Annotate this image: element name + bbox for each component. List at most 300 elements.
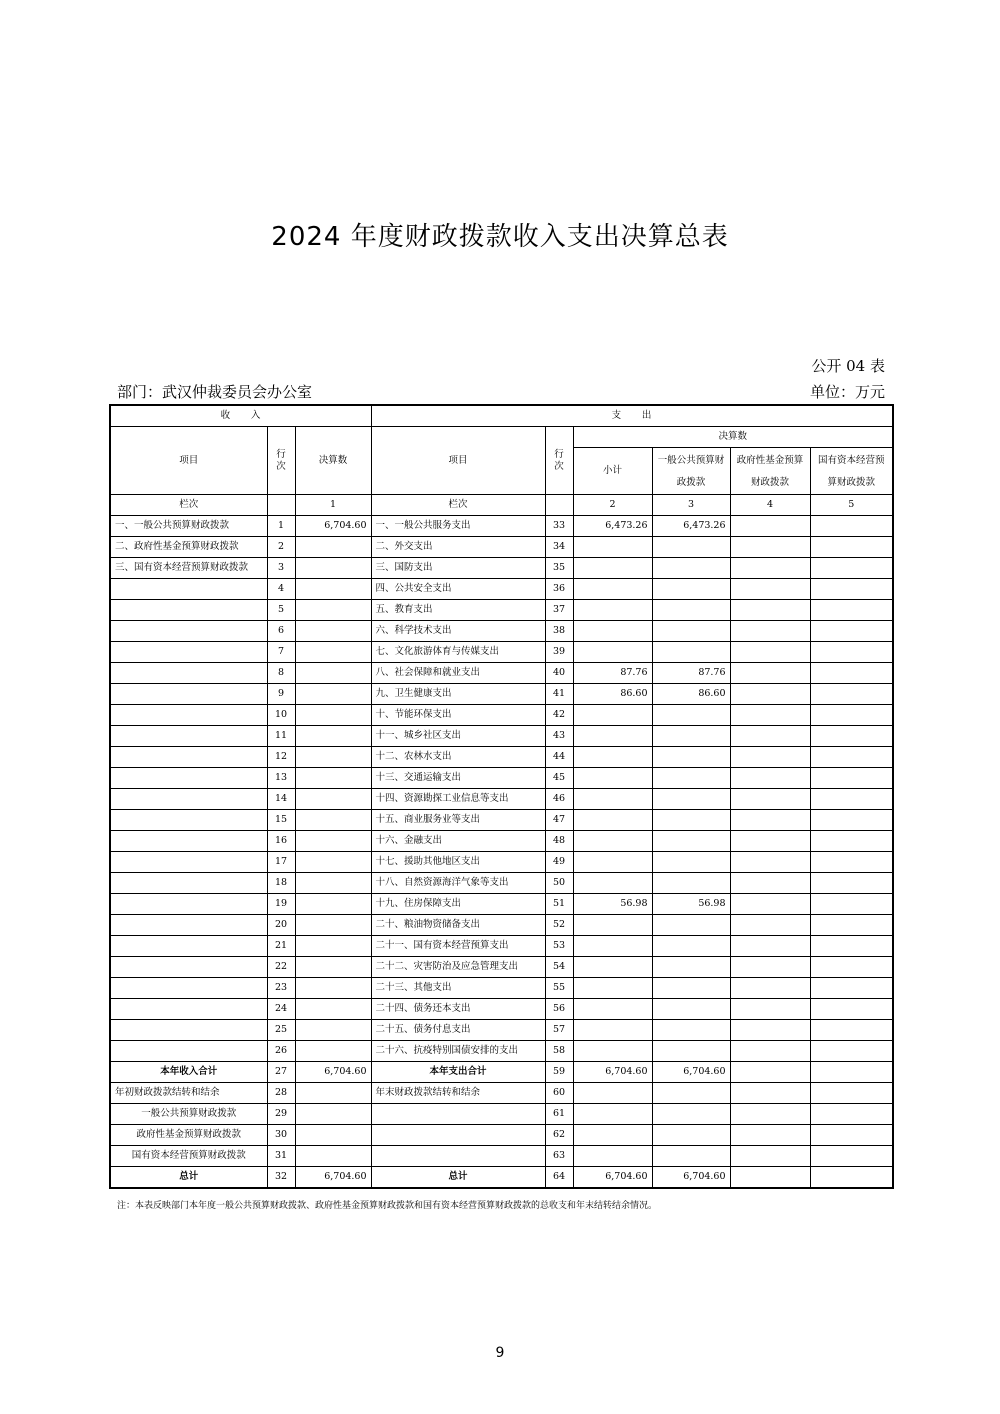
income-line-no: 18 — [267, 873, 295, 894]
income-amount — [295, 999, 371, 1020]
expense-line-no: 40 — [545, 663, 573, 684]
general-budget-amount — [652, 936, 730, 957]
income-amount — [295, 579, 371, 600]
general-budget-amount — [652, 726, 730, 747]
general-budget-amount — [652, 915, 730, 936]
expense-item-cell: 八、社会保障和就业支出 — [371, 663, 545, 684]
subtotal-amount — [573, 726, 652, 747]
state-capital-header-text: 国有资本经营预算财政拨款 — [818, 455, 885, 488]
state-capital-amount — [810, 663, 893, 684]
expense-item-cell — [371, 1104, 545, 1125]
income-item-cell — [110, 663, 267, 684]
table-row — [110, 663, 893, 684]
income-item-cell: 一般公共预算财政拨款 — [110, 1104, 267, 1125]
income-line-no: 14 — [267, 789, 295, 810]
expense-line-no: 46 — [545, 789, 573, 810]
gov-fund-amount — [730, 600, 810, 621]
general-budget-amount: 6,704.60 — [652, 1062, 730, 1083]
state-capital-amount — [810, 978, 893, 999]
subtotal-amount — [573, 705, 652, 726]
income-item-cell — [110, 1020, 267, 1041]
expense-line-no: 33 — [545, 516, 573, 537]
income-item-cell — [110, 915, 267, 936]
gov-fund-amount — [730, 1041, 810, 1062]
form-code: 公开 04 表 — [811, 357, 885, 375]
income-amount — [295, 726, 371, 747]
state-capital-amount — [810, 621, 893, 642]
general-budget-amount — [652, 978, 730, 999]
expense-header: 支 出 — [371, 405, 893, 427]
page-number: 9 — [495, 1345, 505, 1361]
income-amount — [295, 894, 371, 915]
income-item-cell — [110, 684, 267, 705]
expense-item-cell: 二十三、其他支出 — [371, 978, 545, 999]
state-capital-amount — [810, 789, 893, 810]
subtotal-amount — [573, 579, 652, 600]
subtotal-amount — [573, 999, 652, 1020]
expense-line-no: 48 — [545, 831, 573, 852]
table-row — [110, 600, 893, 621]
column-header-row-1 — [110, 427, 893, 448]
state-capital-amount — [810, 1125, 893, 1146]
subtotal-amount — [573, 642, 652, 663]
income-item-cell: 国有资本经营预算财政拨款 — [110, 1146, 267, 1167]
state-capital-amount — [810, 831, 893, 852]
income-item-cell — [110, 1041, 267, 1062]
income-amount — [295, 537, 371, 558]
expense-line-no: 60 — [545, 1083, 573, 1104]
income-amount — [295, 957, 371, 978]
subtotal-amount: 6,704.60 — [573, 1167, 652, 1189]
general-budget-amount — [652, 1041, 730, 1062]
general-budget-amount — [652, 642, 730, 663]
income-amount — [295, 831, 371, 852]
gov-fund-header-text: 政府性基金预算财政拨款 — [736, 455, 804, 488]
income-line-no: 17 — [267, 852, 295, 873]
subtotal-amount — [573, 915, 652, 936]
income-line-no: 28 — [267, 1083, 295, 1104]
general-budget-amount — [652, 558, 730, 579]
gov-fund-amount — [730, 789, 810, 810]
department-label: 部门：武汉仲裁委员会办公室 — [117, 383, 313, 401]
state-capital-amount — [810, 642, 893, 663]
table-row — [110, 1020, 893, 1041]
state-capital-amount — [810, 1020, 893, 1041]
subtotal-amount — [573, 621, 652, 642]
unit-label: 单位：万元 — [809, 383, 885, 401]
expense-item-cell: 十二、农林水支出 — [371, 747, 545, 768]
expense-line-no: 35 — [545, 558, 573, 579]
income-amount — [295, 810, 371, 831]
income-line-no: 3 — [267, 558, 295, 579]
income-line-no: 2 — [267, 537, 295, 558]
income-item-cell — [110, 957, 267, 978]
state-capital-amount — [810, 726, 893, 747]
income-amount-header: 决算数 — [295, 427, 371, 495]
state-capital-amount — [810, 558, 893, 579]
subtotal-amount — [573, 1125, 652, 1146]
income-item-cell — [110, 642, 267, 663]
final-accounts-header: 决算数 — [573, 427, 893, 448]
income-amount — [295, 936, 371, 957]
table-row — [110, 1041, 893, 1062]
income-amount — [295, 915, 371, 936]
expense-line-no: 59 — [545, 1062, 573, 1083]
subtotal-amount — [573, 1041, 652, 1062]
footnote: 注：本表反映部门本年度一般公共预算财政拨款、政府性基金预算财政拨款和国有资本经营预算财政拨款的总收支和年末结转结余情况。 — [117, 1201, 658, 1211]
expense-item-cell: 十三、交通运输支出 — [371, 768, 545, 789]
table-row — [110, 852, 893, 873]
expense-item-cell: 十六、金融支出 — [371, 831, 545, 852]
table-row — [110, 789, 893, 810]
gov-fund-amount — [730, 1020, 810, 1041]
income-line-no: 9 — [267, 684, 295, 705]
income-amount: 6,704.60 — [295, 516, 371, 537]
expense-item-cell: 六、科学技术支出 — [371, 621, 545, 642]
expense-item-cell — [371, 1125, 545, 1146]
state-capital-amount — [810, 768, 893, 789]
general-budget-amount — [652, 1083, 730, 1104]
subtotal-amount: 87.76 — [573, 663, 652, 684]
grand-total-row — [110, 1167, 893, 1189]
income-item-cell — [110, 894, 267, 915]
expense-line-no: 45 — [545, 768, 573, 789]
gov-fund-amount — [730, 957, 810, 978]
expense-item-cell: 十八、自然资源海洋气象等支出 — [371, 873, 545, 894]
line-no-top: 行 — [554, 448, 564, 460]
income-item-cell — [110, 726, 267, 747]
general-budget-amount — [652, 1020, 730, 1041]
carry-row — [110, 1146, 893, 1167]
general-budget-amount — [652, 1125, 730, 1146]
subtotal-amount: 6,473.26 — [573, 516, 652, 537]
expense-item-cell: 二十五、债务付息支出 — [371, 1020, 545, 1041]
subtotal-amount: 56.98 — [573, 894, 652, 915]
income-amount — [295, 1146, 371, 1167]
subtotal-amount — [573, 831, 652, 852]
subtotal-amount — [573, 537, 652, 558]
table-row — [110, 831, 893, 852]
subtotal-amount — [573, 558, 652, 579]
expense-item-cell: 年末财政拨款结转和结余 — [371, 1083, 545, 1104]
income-line-no: 5 — [267, 600, 295, 621]
expense-line-no: 64 — [545, 1167, 573, 1189]
general-budget-amount — [652, 768, 730, 789]
income-item-cell — [110, 600, 267, 621]
income-amount — [295, 1083, 371, 1104]
expense-item-cell: 七、文化旅游体育与传媒支出 — [371, 642, 545, 663]
income-amount — [295, 1125, 371, 1146]
expense-line-no: 62 — [545, 1125, 573, 1146]
income-line-no: 26 — [267, 1041, 295, 1062]
general-budget-amount — [652, 831, 730, 852]
subtotal-amount — [573, 1104, 652, 1125]
table-row — [110, 537, 893, 558]
gov-fund-amount — [730, 516, 810, 537]
expense-line-no: 43 — [545, 726, 573, 747]
gov-fund-amount — [730, 705, 810, 726]
income-amount — [295, 978, 371, 999]
state-capital-amount — [810, 705, 893, 726]
table-row — [110, 747, 893, 768]
table-row — [110, 642, 893, 663]
expense-line-no: 52 — [545, 915, 573, 936]
income-amount — [295, 621, 371, 642]
income-item-cell: 政府性基金预算财政拨款 — [110, 1125, 267, 1146]
budget-summary-table — [109, 404, 894, 1189]
income-line-no: 22 — [267, 957, 295, 978]
general-budget-amount — [652, 705, 730, 726]
gov-fund-amount — [730, 621, 810, 642]
general-budget-amount: 87.76 — [652, 663, 730, 684]
gov-fund-amount — [730, 894, 810, 915]
gov-fund-amount — [730, 915, 810, 936]
gov-fund-amount — [730, 1125, 810, 1146]
expense-line-no: 34 — [545, 537, 573, 558]
general-budget-amount: 6,704.60 — [652, 1167, 730, 1189]
table-row — [110, 558, 893, 579]
expense-line-no: 39 — [545, 642, 573, 663]
income-amount — [295, 663, 371, 684]
income-amount — [295, 852, 371, 873]
subtotal-amount — [573, 600, 652, 621]
expense-line-no: 61 — [545, 1104, 573, 1125]
expense-line-no: 53 — [545, 936, 573, 957]
table-row — [110, 768, 893, 789]
state-capital-amount — [810, 684, 893, 705]
general-budget-amount — [652, 810, 730, 831]
income-line-no: 16 — [267, 831, 295, 852]
general-budget-amount — [652, 957, 730, 978]
gov-fund-amount — [730, 978, 810, 999]
general-budget-amount — [652, 789, 730, 810]
year-total-row — [110, 1062, 893, 1083]
income-line-no: 6 — [267, 621, 295, 642]
income-item-cell — [110, 936, 267, 957]
empty-cell — [267, 495, 295, 516]
expense-item-cell: 总计 — [371, 1167, 545, 1189]
gov-fund-amount — [730, 747, 810, 768]
table-row — [110, 705, 893, 726]
state-capital-amount — [810, 537, 893, 558]
state-capital-amount — [810, 1104, 893, 1125]
expense-line-no: 63 — [545, 1146, 573, 1167]
income-amount — [295, 1041, 371, 1062]
subtotal-amount — [573, 810, 652, 831]
gov-fund-amount — [730, 579, 810, 600]
expense-item-cell: 三、国防支出 — [371, 558, 545, 579]
general-budget-amount — [652, 999, 730, 1020]
table-row — [110, 978, 893, 999]
income-amount — [295, 684, 371, 705]
income-amount — [295, 705, 371, 726]
subtotal-amount — [573, 852, 652, 873]
expense-item-cell: 一、一般公共服务支出 — [371, 516, 545, 537]
expense-line-no: 50 — [545, 873, 573, 894]
table-row — [110, 873, 893, 894]
subtotal-amount — [573, 768, 652, 789]
expense-line-no: 54 — [545, 957, 573, 978]
subtotal-amount — [573, 747, 652, 768]
expense-item-cell: 本年支出合计 — [371, 1062, 545, 1083]
col-no-1: 1 — [295, 495, 371, 516]
income-line-no: 25 — [267, 1020, 295, 1041]
table-row — [110, 810, 893, 831]
gov-fund-amount — [730, 810, 810, 831]
carry-row — [110, 1083, 893, 1104]
income-line-no: 13 — [267, 768, 295, 789]
carry-row — [110, 1125, 893, 1146]
income-item-cell — [110, 621, 267, 642]
gov-fund-amount — [730, 936, 810, 957]
general-budget-amount — [652, 579, 730, 600]
income-item-cell — [110, 747, 267, 768]
income-line-no: 23 — [267, 978, 295, 999]
income-line-no: 10 — [267, 705, 295, 726]
general-budget-amount: 86.60 — [652, 684, 730, 705]
gov-fund-amount — [730, 537, 810, 558]
expense-line-no: 47 — [545, 810, 573, 831]
state-capital-amount — [810, 516, 893, 537]
gov-fund-amount — [730, 852, 810, 873]
gov-fund-amount — [730, 1083, 810, 1104]
income-amount — [295, 1020, 371, 1041]
income-item-cell — [110, 789, 267, 810]
table-row — [110, 999, 893, 1020]
income-line-no: 30 — [267, 1125, 295, 1146]
subtotal-amount — [573, 789, 652, 810]
income-amount — [295, 747, 371, 768]
state-capital-amount — [810, 810, 893, 831]
income-item-cell — [110, 873, 267, 894]
general-budget-amount — [652, 1146, 730, 1167]
expense-item-cell: 五、教育支出 — [371, 600, 545, 621]
gov-fund-amount — [730, 684, 810, 705]
state-capital-amount — [810, 1062, 893, 1083]
table-row — [110, 957, 893, 978]
income-amount — [295, 600, 371, 621]
lanci-label: 栏次 — [371, 495, 545, 516]
page-title: 2024 年度财政拨款收入支出决算总表 — [271, 222, 729, 252]
state-capital-amount — [810, 747, 893, 768]
gov-fund-amount — [730, 831, 810, 852]
expense-line-no: 44 — [545, 747, 573, 768]
state-capital-amount — [810, 915, 893, 936]
income-line-no: 27 — [267, 1062, 295, 1083]
state-capital-header — [810, 448, 893, 495]
table-row — [110, 894, 893, 915]
general-budget-amount — [652, 747, 730, 768]
general-budget-amount: 6,473.26 — [652, 516, 730, 537]
state-capital-amount — [810, 957, 893, 978]
lanci-label: 栏次 — [110, 495, 267, 516]
table-row — [110, 915, 893, 936]
table-row — [110, 579, 893, 600]
expense-line-no: 49 — [545, 852, 573, 873]
line-no-top: 行 — [276, 448, 286, 460]
line-no-bottom: 次 — [554, 460, 564, 472]
subtotal-amount: 86.60 — [573, 684, 652, 705]
section-header-row — [110, 405, 893, 427]
expense-item-cell: 二十、粮油物资储备支出 — [371, 915, 545, 936]
income-line-no: 31 — [267, 1146, 295, 1167]
expense-item-cell: 十九、住房保障支出 — [371, 894, 545, 915]
income-line-no: 29 — [267, 1104, 295, 1125]
income-amount — [295, 558, 371, 579]
state-capital-amount — [810, 1146, 893, 1167]
table-row — [110, 684, 893, 705]
expense-item-cell: 十四、资源勘探工业信息等支出 — [371, 789, 545, 810]
gov-fund-amount — [730, 1062, 810, 1083]
subtotal-amount: 6,704.60 — [573, 1062, 652, 1083]
income-item-cell — [110, 810, 267, 831]
general-budget-header — [652, 448, 730, 495]
expense-line-no: 36 — [545, 579, 573, 600]
income-line-no: 21 — [267, 936, 295, 957]
expense-line-no: 37 — [545, 600, 573, 621]
expense-item-header: 项目 — [371, 427, 545, 495]
general-budget-amount — [652, 537, 730, 558]
empty-cell — [545, 495, 573, 516]
income-item-cell: 三、国有资本经营预算财政拨款 — [110, 558, 267, 579]
expense-line-no-header — [545, 427, 573, 495]
state-capital-amount — [810, 873, 893, 894]
expense-item-cell: 十五、商业服务业等支出 — [371, 810, 545, 831]
income-line-no: 24 — [267, 999, 295, 1020]
gov-fund-header — [730, 448, 810, 495]
expense-item-cell: 四、公共安全支出 — [371, 579, 545, 600]
state-capital-amount — [810, 894, 893, 915]
income-item-cell: 总计 — [110, 1167, 267, 1189]
subtotal-amount — [573, 1083, 652, 1104]
expense-item-cell: 九、卫生健康支出 — [371, 684, 545, 705]
state-capital-amount — [810, 1083, 893, 1104]
income-item-cell — [110, 768, 267, 789]
subtotal-amount — [573, 1146, 652, 1167]
income-line-no: 8 — [267, 663, 295, 684]
income-item-cell: 本年收入合计 — [110, 1062, 267, 1083]
state-capital-amount — [810, 579, 893, 600]
expense-line-no: 41 — [545, 684, 573, 705]
col-no-4: 4 — [730, 495, 810, 516]
general-budget-amount — [652, 1104, 730, 1125]
gov-fund-amount — [730, 558, 810, 579]
table-row — [110, 621, 893, 642]
state-capital-amount — [810, 1041, 893, 1062]
gov-fund-amount — [730, 1104, 810, 1125]
expense-line-no: 57 — [545, 1020, 573, 1041]
general-budget-amount — [652, 600, 730, 621]
gov-fund-amount — [730, 642, 810, 663]
expense-item-cell — [371, 1146, 545, 1167]
expense-item-cell: 二十一、国有资本经营预算支出 — [371, 936, 545, 957]
col-no-2: 2 — [573, 495, 652, 516]
income-amount — [295, 873, 371, 894]
table-row — [110, 516, 893, 537]
subtotal-header: 小计 — [573, 448, 652, 495]
general-budget-amount — [652, 873, 730, 894]
expense-item-cell: 二十二、灾害防治及应急管理支出 — [371, 957, 545, 978]
gov-fund-amount — [730, 873, 810, 894]
income-amount — [295, 642, 371, 663]
column-number-row — [110, 495, 893, 516]
expense-item-cell: 十、节能环保支出 — [371, 705, 545, 726]
expense-item-cell: 十一、城乡社区支出 — [371, 726, 545, 747]
expense-item-cell: 二十六、抗疫特别国债安排的支出 — [371, 1041, 545, 1062]
expense-line-no: 58 — [545, 1041, 573, 1062]
income-amount — [295, 768, 371, 789]
general-budget-amount: 56.98 — [652, 894, 730, 915]
